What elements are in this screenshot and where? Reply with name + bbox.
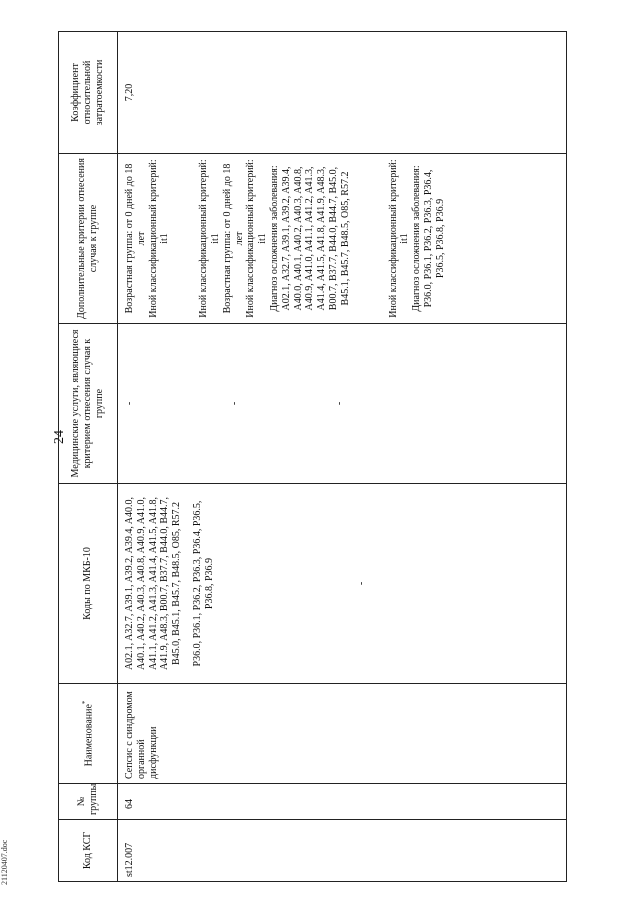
- cell-name: Сепсис с синдромом органной дисфункции: [118, 684, 567, 784]
- header-name-mark: *: [80, 700, 89, 705]
- criteria-3-complication-label: Диагноз осложнения заболевания:: [411, 165, 423, 312]
- ksg-table-rotated: [58, 32, 618, 882]
- footer-filename: 21120407.doc: [0, 839, 9, 885]
- header-name-text: Наименование: [83, 704, 95, 767]
- cell-group-no: 64: [118, 784, 567, 820]
- criteria-2-age: Возрастная группа: от 0 дней до 18 лет: [221, 163, 245, 314]
- header-services: Медицинские услуги, являющиеся критерием отнесения случая к группе: [59, 324, 118, 484]
- service-1: -: [124, 401, 135, 406]
- header-group-no: № группы: [59, 784, 118, 820]
- mkb-codes-1: A02.1, A32.7, A39.1, A39.2, A39.4, A40.0, A40.1, A40.2, A40.3, A40.8, A40.9, A41.0, A41.1, A41.2, A41.3, A41.4, A41.5, A41.8, A41.9, A48.3, B00.7, B37.7, B44.0, B44.7, B45.0, B45.1, B45.7, B48.5, O85, R57.2: [124, 496, 183, 671]
- cell-services: [118, 324, 567, 484]
- cell-code: st12.007: [118, 820, 567, 882]
- criteria-1-age: Возрастная группа: от 0 дней до 18 лет: [124, 163, 147, 314]
- criteria-2-complication-label: Диагноз осложнения заболевания:: [268, 165, 280, 312]
- header-criteria: Дополнительные критерии отнесения случая к группе: [59, 154, 118, 324]
- criteria-1-other: Иной классификационный критерий: it1: [147, 159, 171, 318]
- table-row: [118, 32, 567, 882]
- ksg-table: [58, 31, 567, 882]
- criteria-2-other-b: Иной классификационный критерий: it1: [245, 159, 269, 318]
- criteria-2-other: Иной классификационный критерий: it1: [198, 159, 221, 318]
- header-code: Код КСГ: [59, 820, 118, 882]
- criteria-3-complication-codes: P36.0, P36.1, P36.2, P36.3, P36.4, P36.5, P36.8, P36.9: [422, 169, 446, 308]
- service-3: -: [333, 401, 345, 406]
- cell-criteria: [118, 154, 567, 324]
- header-mkb: Коды по МКБ-10: [59, 484, 118, 684]
- page-number: 24: [52, 430, 67, 444]
- cell-coef: 7,20: [118, 32, 567, 154]
- criteria-3-other: Иной классификационный критерий: it1: [387, 159, 411, 318]
- header-coef: Коэффициент относительной затратоемкости: [59, 32, 118, 154]
- mkb-codes-3: -: [355, 581, 367, 586]
- cell-mkb: [118, 484, 567, 684]
- service-2: -: [228, 401, 240, 406]
- criteria-2-complication-codes: A02.1, A32.7, A39.1, A39.2, A39.4, A40.0, A40.1, A40.2, A40.3, A40.8, A40.9, A41.0, A41.1, A41.2, A41.3, A41.4, A41.5, A41.8, A41.9, A48.3, B00.7, B37.7, B44.0, B44.7, B45.0, B45.1, B45.7, B48.5, O85, R57.2: [280, 166, 351, 311]
- table-header-row: [59, 32, 118, 882]
- header-name: [59, 684, 118, 784]
- mkb-codes-2: P36.0, P36.1, P36.2, P36.3, P36.4, P36.5, P36.8, P36.9: [191, 500, 215, 667]
